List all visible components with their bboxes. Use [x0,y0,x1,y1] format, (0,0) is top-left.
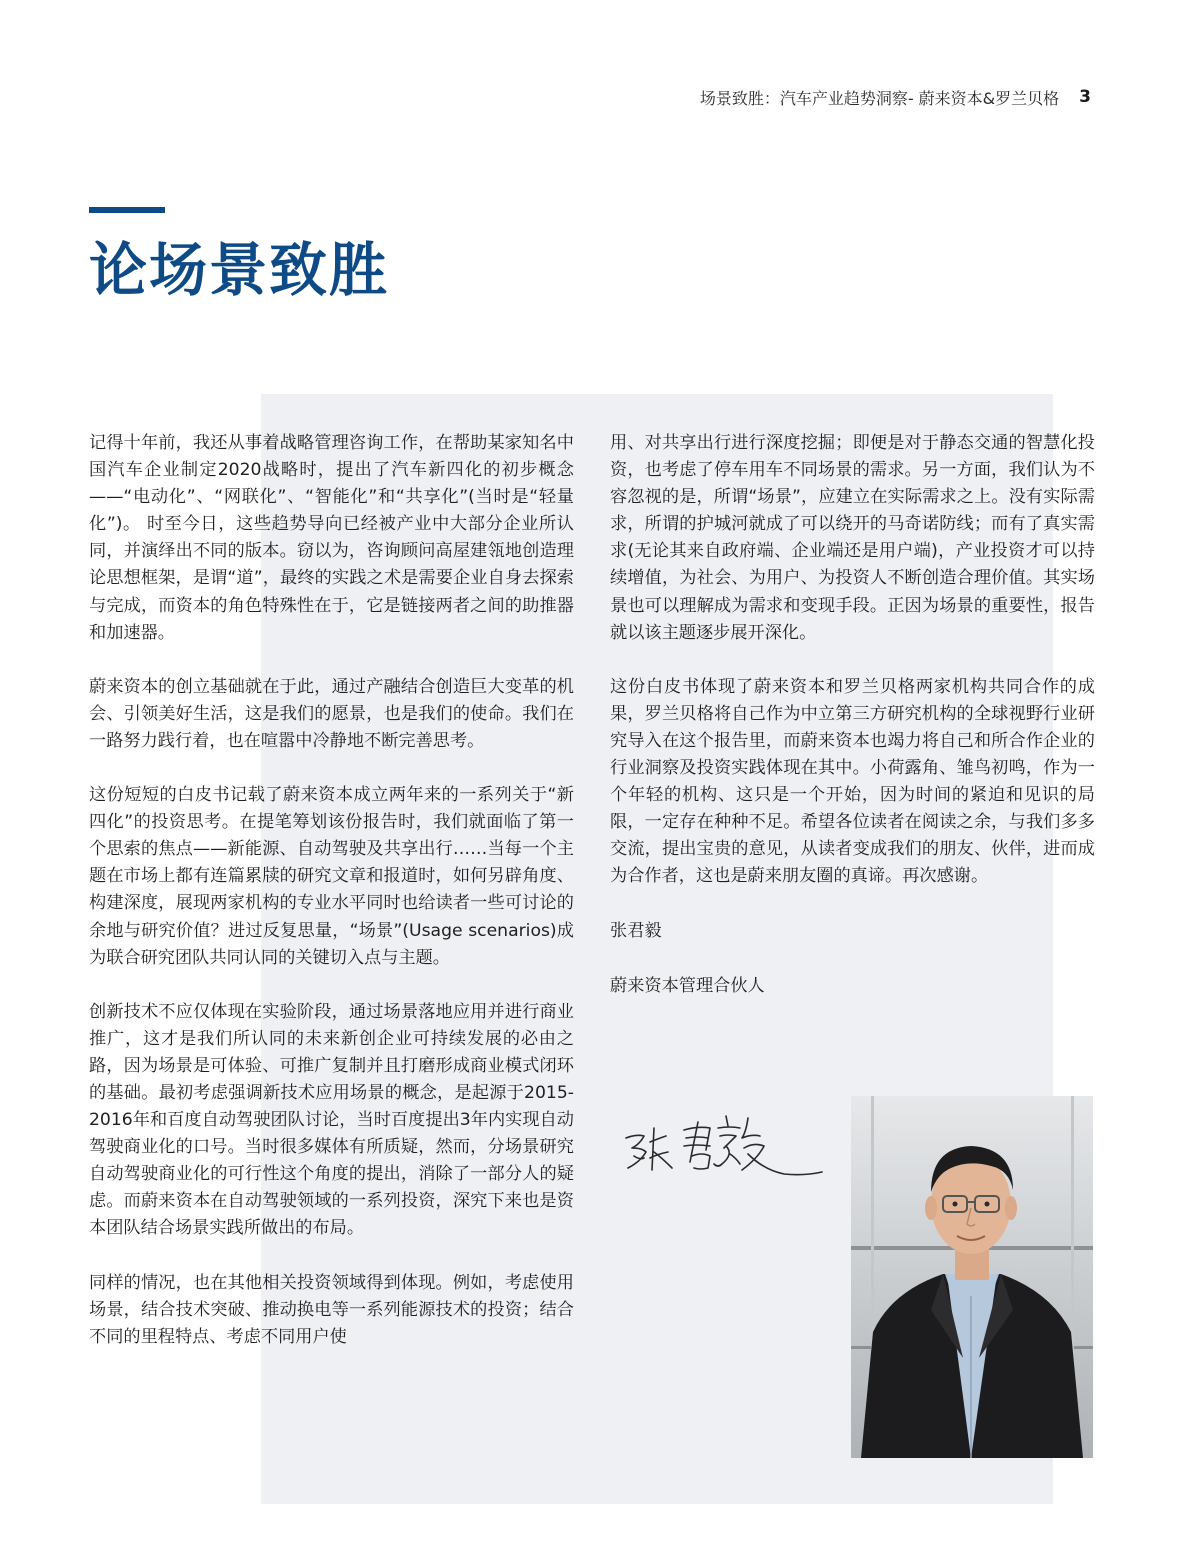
paragraph: 记得十年前，我还从事着战略管理咨询工作，在帮助某家知名中国汽车企业制定2020战略时，提出了汽车新四化的初步概念——“电动化”、“网联化”、“智能化”和“共享化”(当时是“轻量化”)。 时至今日，这些趋势导向已经被产业中大部分企业所认同，并演绎出不同的版本。窃以为，咨询顾问高屋建瓴地创造理论思想框架，是谓“道”，最终的实践之术是需要企业自身去探索与完成，而资本的角色特殊性在于，它是链接两者之间的助推器和加速器。 [89,433,574,643]
paragraph: 创新技术不应仅体现在实验阶段，通过场景落地应用并进行商业推广，这才是我们所认同的未来新创企业可持续发展的必由之路，因为场景是可体验、可推广复制并且打磨形成商业模式闭环的基础。最初考虑强调新技术应用场景的概念，是起源于2015-2016年和百度自动驾驶团队讨论，当时百度提出3年内实现自动驾驶商业化的口号。当时很多媒体有所质疑，然而，分场景研究自动驾驶商业化的可行性这个角度的提出，消除了一部分人的疑虑。而蔚来资本在自动驾驶领域的一系列投资，深究下来也是资本团队结合场景实践所做出的布局。 [89,1001,574,1239]
paragraph: 用、对共享出行进行深度挖掘；即便是对于静态交通的智慧化投资，也考虑了停车用车不同场景的需求。另一方面，我们认为不容忽视的是，所谓“场景”，应建立在实际需求之上。没有实际需求，所谓的护城河就成了可以绕开的马奇诺防线；而有了真实需求(无论其来自政府端、企业端还是用户端)，产业投资才可以持续增值，为社会、为用户、为投资人不断创造合理价值。其实场景也可以理解成为需求和变现手段。正因为场景的重要性，报告就以该主题逐步展开深化。 [610,433,1095,643]
author-title: 蔚来资本管理合伙人 [610,975,765,996]
page-number: 3 [1079,87,1091,107]
paragraph: 这份白皮书体现了蔚来资本和罗兰贝格两家机构共同合作的成果，罗兰贝格将自己作为中立第三方研究机构的全球视野行业研究导入在这个报告里，而蔚来资本也竭力将自己和所合作企业的行业洞察及投资实践体现在其中。小荷露角、雏鸟初鸣，作为一个年轻的机构、这只是一个开始，因为时间的紧迫和见识的局限，一定存在种种不足。希望各位读者在阅读之余，与我们多多交流，提出宝贵的意见，从读者变成我们的朋友、伙伴，进而成为合作者，这也是蔚来朋友圈的真谛。再次感谢。 [610,676,1095,887]
paragraph: 同样的情况，也在其他相关投资领域得到体现。例如，考虑使用场景，结合技术突破、推动换电等一系列能源技术的投资；结合不同的里程特点、考虑不同用户使 [89,1272,574,1347]
paragraph: 蔚来资本的创立基础就在于此，通过产融结合创造巨大变革的机会、引领美好生活，这是我们的愿景，也是我们的使命。我们在一路努力践行着，也在喧嚣中冷静地不断完善思考。 [89,676,574,751]
running-title: 场景致胜：汽车产业趋势洞察- 蔚来资本&罗兰贝格 [699,88,1060,108]
author-name: 张君毅 [610,920,662,941]
right-column [610,430,1095,1028]
handwritten-signature-icon [614,1098,829,1184]
portrait-photo-icon [851,1096,1093,1458]
page-title: 论场景致胜 [89,236,390,304]
left-column [89,430,574,1378]
page-header [700,86,1091,108]
title-accent-bar [89,207,165,213]
paragraph: 这份短短的白皮书记载了蔚来资本成立两年来的一系列关于“新四化”的投资思考。在提笔筹划该份报告时，我们就面临了第一个思索的焦点——新能源、自动驾驶及共享出行……当每一个主题在市场上都有连篇累牍的研究文章和报道时，如何另辟角度、构建深度，展现两家机构的专业水平同时也给读者一些可讨论的余地与研究价值？进过反复思量，“场景”(Usage scenarios)成为联合研究团队共同认同的关键切入点与主题。 [89,785,574,968]
